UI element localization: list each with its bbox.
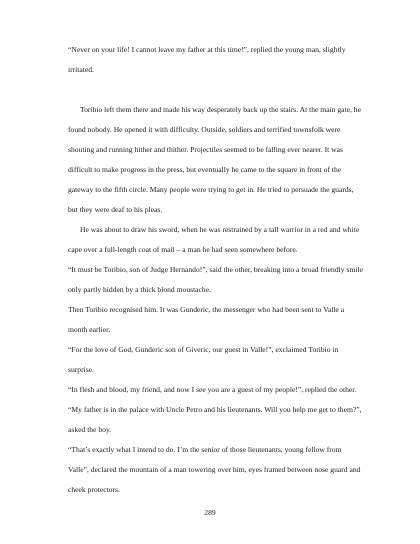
page-number: 289: [204, 508, 216, 517]
paragraph-3: He was about to draw his sword, when he was restrained by a tall warrior in a red and white cape over a full-length coat of mail – a man he had seen somewhere before.: [68, 225, 360, 254]
paragraph-7: “In flesh and blood, my friend, and now I see you are a guest of my people!”, replied the other.: [68, 385, 357, 394]
paragraph-9: “That’s exactly what I intend to do. I’m the senior of those lieutenants, young fellow from Valle”, declared the mountain of a man towering over him, eyes framed between nose guard and cheek protectors.: [68, 445, 361, 494]
paragraph-1: “Never on your life! I cannot leave my father at this time!”, replied the young man, slightly irritated.: [68, 45, 346, 74]
paragraph-4: “It must be Toribio, son of Judge Hernando!”, said the other, breaking into a broad friendly smile only partly hidden by a thick blond moustache.: [68, 265, 363, 294]
paragraph-8: “My father is in the palace with Uncle Petro and his lieutenants. Will you help me get to them?”, asked the boy.: [68, 405, 362, 434]
paragraph-2: Toribio left them there and made his way desperately back up the stairs. At the main gate, he found nobody. He opened it with difficulty. Outside, soldiers and terrified townsfolk were shouting and running hither and thither. Projectiles seemed to be falling ever nearer. It was difficult to make progress in the press, but eventually he came to the square in front of the gateway to the fifth circle. Many people were trying to get in. He tried to persuade the guards, but they were deaf to his pleas.: [68, 105, 361, 214]
paragraph-5: Then Toribio recognised him. It was Gunderic, the messenger who had been sent to Valle a month earlier.: [68, 305, 345, 334]
paragraph-6: “For the love of God, Gunderic son of Giveric, our guest in Valle!”, exclaimed Toribio in surprise.: [68, 345, 339, 374]
